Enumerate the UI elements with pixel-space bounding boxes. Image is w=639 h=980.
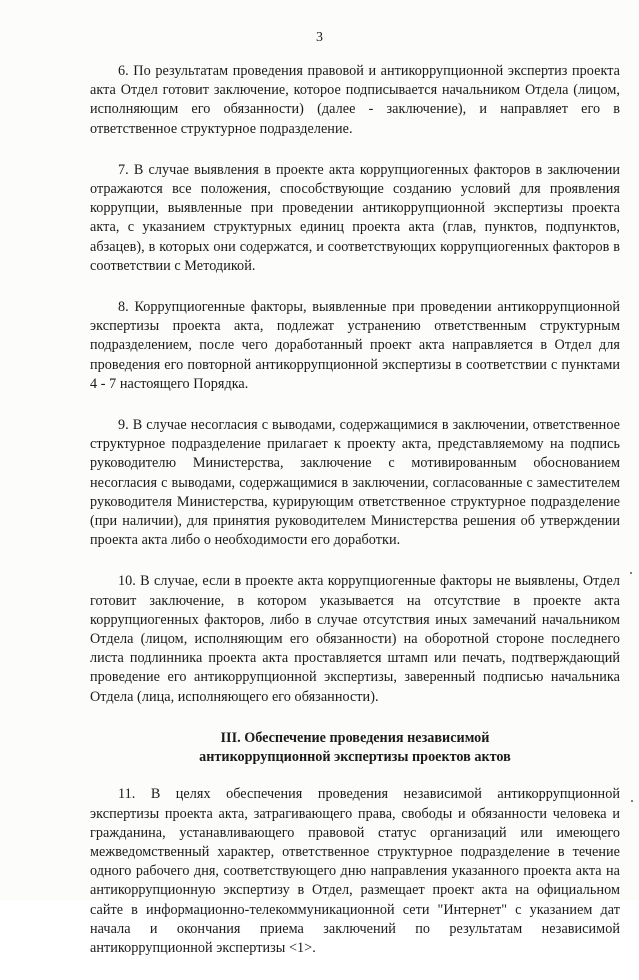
- section-heading: [90, 729, 620, 767]
- paragraph-7: 7. В случае выявления в проекте акта коррупциогенных факторов в заключении отражаются все положения, способствующие созданию условий для проявления коррупции, выявленные при проведении антикоррупционной экспертизы проекта акта, с указанием структурных единиц проекта акта (глав, пунктов, подпунктов, абзацев), в которых они содержатся, и соответствующих коррупциогенных факторов в соответствии с Методикой.: [90, 161, 620, 274]
- document-body: [90, 62, 620, 980]
- paragraph-6: 6. По результатам проведения правовой и антикоррупционной экспертиз проекта акта Отдел готовит заключение, которое подписывается начальником Отдела (лицом, исполняющим его обязанности) (далее - заключение), и направляет его в ответственное структурное подразделение.: [90, 63, 620, 137]
- scan-speck: [631, 800, 633, 802]
- scan-speck: [630, 572, 632, 574]
- paragraph-10: 10. В случае, если в проекте акта коррупциогенные факторы не выявлены, Отдел готовит заключение, в котором указывается на отсутствие в проекте акта коррупциогенных факторов, либо в случае отсутствия иных замечаний начальником Отдела (лицом, исполняющим его обязанности) на оборотной стороне последнего листа подлинника проекта акта проставляется штамп или печать, подтверждающий проведение его антикоррупционной экспертизы, заверенный подписью начальника Отдела (лица, исполняющего его обязанности).: [90, 573, 620, 705]
- paragraph-11: 11. В целях обеспечения проведения независимой антикоррупционной экспертизы проекта акта, затрагивающего права, свободы и обязанности человека и гражданина, устанавливающего правовой статус организаций или имеющего межведомственный характер, ответственное структурное подразделение в течение одного рабочего дня, соответствующего дню направления указанного проекта акта на антикоррупционную экспертизу в Отдел, размещает проект акта на официальном сайте в информационно-телекоммуникационной сети "Интернет" с указанием дат начала и окончания приема заключений по результатам независимой антикоррупционной экспертизы <1>.: [90, 786, 620, 956]
- paragraph-9: 9. В случае несогласия с выводами, содержащимися в заключении, ответственное структурное подразделение прилагает к проекту акта, представляемому на подпись руководителю Министерства, заключение с мотивированным обоснованием несогласия с выводами, содержащимися в заключении, согласованные с заместителем руководителя Министерства, курирующим ответственное структурное подразделение (при наличии), для принятия руководителем Министерства решения об утверждении проекта акта либо о необходимости его доработки.: [90, 417, 620, 549]
- section-heading-line-1: III. Обеспечение проведения независимой: [220, 729, 490, 746]
- section-heading-line-2: антикоррупционной экспертизы проектов актов: [199, 749, 511, 766]
- paragraph-8: 8. Коррупциогенные факторы, выявленные при проведении антикоррупционной экспертизы проекта акта, подлежат устранению ответственным структурным подразделением, после чего доработанный проект акта направляется в Отдел для проведения его повторной антикоррупционной экспертизы в соответствии с пунктами 4 - 7 настоящего Порядка.: [90, 299, 620, 392]
- page-number: 3: [316, 30, 323, 45]
